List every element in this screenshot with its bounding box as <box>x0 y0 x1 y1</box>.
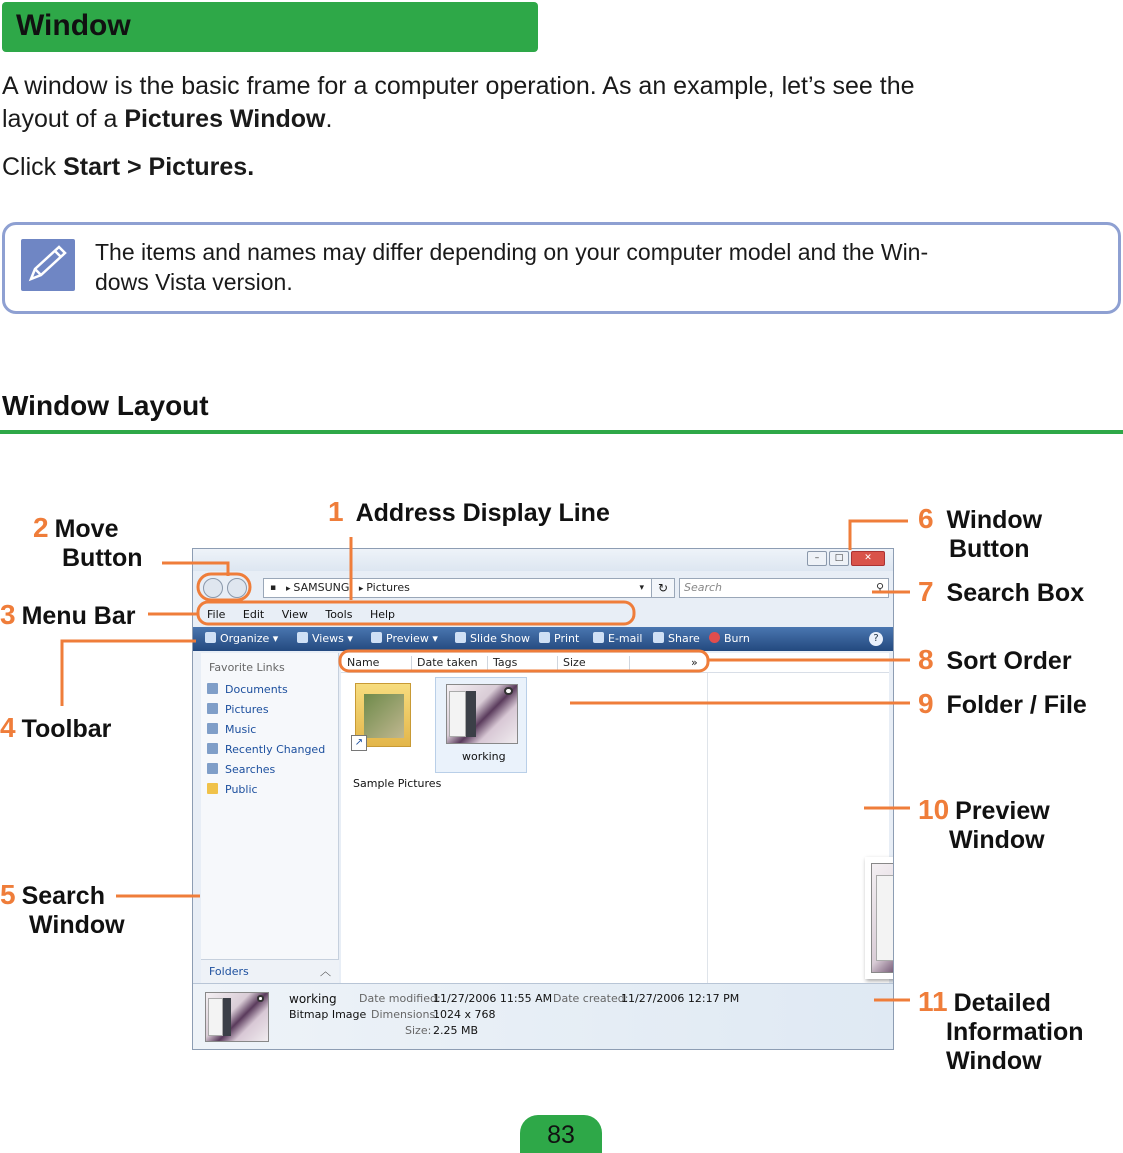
window-buttons <box>807 551 885 566</box>
details-pane <box>193 983 893 1050</box>
breadcrumb-arrow-icon: ▸ <box>358 584 367 594</box>
page-number-tab <box>520 1115 602 1153</box>
callout-label: Button <box>949 535 1030 563</box>
dropdown-icon: ▾ <box>639 583 644 593</box>
back-arrow-icon <box>203 578 223 598</box>
column-tags: Tags <box>493 656 518 669</box>
callout-label: Menu Bar <box>21 602 136 630</box>
pictures-window-screenshot <box>192 548 894 1050</box>
details-file-type: Bitmap Image <box>289 1008 367 1021</box>
toolbar-organize: Organize ▾ <box>205 627 278 651</box>
views-icon <box>297 632 308 643</box>
callout-number: 8 <box>918 644 934 675</box>
menu-file: File <box>207 608 226 621</box>
callout-7-search-box <box>918 577 1084 608</box>
link-searches <box>207 763 275 776</box>
forward-arrow-icon <box>227 578 247 598</box>
music-icon <box>207 723 218 734</box>
title-bar <box>193 549 893 571</box>
details-dimensions-label: Dimensions: <box>371 1008 439 1021</box>
callout-label: Window <box>946 1047 1042 1075</box>
callout-label: Preview <box>955 797 1050 825</box>
link-recently-changed <box>207 743 325 756</box>
thumbnail-start-menu <box>449 691 466 737</box>
page-number: 83 <box>547 1121 575 1149</box>
address-bar <box>263 578 675 598</box>
click-instruction-text: Click <box>2 153 64 181</box>
toolbar-share <box>653 627 700 651</box>
chevron-up-icon: ︿ <box>320 965 331 978</box>
note-line-1: The items and names may differ depending on your computer model and the Win- <box>95 239 929 265</box>
working-file-selected <box>435 677 527 773</box>
preview-divider <box>707 673 708 983</box>
address-row <box>193 575 893 601</box>
section-title: Window Layout <box>2 390 209 421</box>
folders-bar <box>201 959 339 983</box>
more-columns-icon: » <box>691 656 698 669</box>
callout-4-toolbar <box>0 713 111 744</box>
print-icon <box>539 632 550 643</box>
details-dimensions: 1024 x 768 <box>433 1008 496 1021</box>
intro-line-2-bold: Pictures Window <box>124 105 326 133</box>
link-public <box>207 783 258 796</box>
toolbar-slideshow-label: Slide Show <box>470 632 531 645</box>
callout-number: 4 <box>0 712 16 743</box>
details-thumbnail-image <box>205 992 269 1042</box>
minimize-icon: – <box>807 551 827 566</box>
intro-line-2-text: layout of a <box>2 105 125 133</box>
burn-icon <box>709 632 720 643</box>
preview-pane-image <box>865 857 894 979</box>
navigation-pane <box>201 653 339 983</box>
click-instruction <box>2 151 254 184</box>
menu-view: View <box>281 608 308 621</box>
menu-bar <box>193 605 893 625</box>
callout-1-address-display-line <box>328 497 610 528</box>
click-instruction-path: Start > Pictures. <box>63 153 255 181</box>
sample-pictures-folder <box>351 679 421 771</box>
maximize-icon: □ <box>829 551 849 566</box>
shortcut-arrow-icon: ↗ <box>351 735 367 751</box>
callout-label: Toolbar <box>21 715 112 743</box>
callout-label: Search <box>21 882 105 910</box>
callout-label: Move <box>54 515 119 543</box>
callout-number: 5 <box>0 879 16 910</box>
sample-pictures-label: Sample Pictures <box>353 777 442 790</box>
details-size-label: Size: <box>405 1024 432 1037</box>
breadcrumb-arrow-icon: ▸ <box>286 584 294 594</box>
toolbar-burn <box>709 627 750 651</box>
toolbar-print <box>539 627 579 651</box>
close-icon: ✕ <box>851 551 885 566</box>
share-icon <box>653 632 664 643</box>
details-date-created-label: Date created: <box>553 992 629 1005</box>
callout-label: Information <box>946 1018 1084 1046</box>
callout-label: Detailed <box>953 989 1051 1017</box>
note-line-2: dows Vista version. <box>95 269 293 295</box>
toolbar <box>193 627 893 651</box>
working-thumbnail-image <box>446 684 518 744</box>
link-pictures <box>207 703 269 716</box>
thumbnail-start-menu-right <box>466 691 476 737</box>
help-icon: ? <box>869 632 883 646</box>
link-music-label: Music <box>225 723 257 736</box>
column-size: Size <box>563 656 586 669</box>
recently-changed-icon <box>207 743 218 754</box>
details-thumb-menu-right <box>223 998 232 1036</box>
callout-label: Window <box>29 911 125 939</box>
menu-edit: Edit <box>242 608 265 621</box>
callout-8-sort-order <box>918 645 1072 676</box>
favorite-links-title: Favorite Links <box>209 661 285 674</box>
column-separator <box>487 656 488 670</box>
callout-9-folder-file <box>918 689 1087 720</box>
link-documents-label: Documents <box>225 683 288 696</box>
intro-line-2 <box>2 103 915 136</box>
toolbar-preview: Preview ▾ <box>371 627 438 651</box>
intro-line-1: A window is the basic frame for a computer operation. As an example, let’s see the <box>2 72 915 100</box>
callout-number: 3 <box>0 599 16 630</box>
details-thumb-menu <box>208 998 223 1036</box>
toolbar-views: Views ▾ <box>297 627 353 651</box>
email-icon <box>593 632 604 643</box>
column-separator <box>629 656 630 670</box>
callout-2-move-button <box>33 513 143 573</box>
clock-gadget-icon <box>504 687 512 695</box>
callout-number: 11 <box>918 986 948 1017</box>
folders-label: Folders <box>209 965 249 978</box>
intro-line-2-suffix: . <box>325 105 333 133</box>
intro-paragraph <box>2 70 915 136</box>
column-separator <box>411 656 412 670</box>
toolbar-slideshow <box>455 627 530 651</box>
pencil-note-icon <box>21 239 75 291</box>
address-part-1: SAMSUNG <box>293 581 350 594</box>
callout-6-window-button <box>918 504 1042 564</box>
callout-label: Address Display Line <box>355 499 610 527</box>
callout-label: Window <box>949 826 1045 854</box>
callout-11-detailed-information-window <box>918 987 1084 1076</box>
callout-label: Button <box>62 544 143 572</box>
callout-3-menu-bar <box>0 600 135 631</box>
note-box <box>2 222 1121 314</box>
link-pictures-label: Pictures <box>225 703 269 716</box>
folder-icon: ▪ <box>270 583 277 593</box>
note-text <box>95 237 1095 297</box>
searches-icon <box>207 763 218 774</box>
callout-number: 6 <box>918 503 934 534</box>
callout-label: Sort Order <box>946 647 1072 675</box>
preview-screenshot-image <box>871 863 894 973</box>
toolbar-email <box>593 627 643 651</box>
search-icon: ⚲ <box>875 581 884 594</box>
address-part-2: Pictures <box>366 581 410 594</box>
link-recently-changed-label: Recently Changed <box>225 743 326 756</box>
column-separator <box>557 656 558 670</box>
details-date-modified-label: Date modified: <box>359 992 441 1005</box>
details-date-modified: 11/27/2006 11:55 AM <box>433 992 553 1005</box>
toolbar-email-label: E-mail <box>608 632 643 645</box>
link-searches-label: Searches <box>225 763 276 776</box>
file-list-pane <box>341 653 889 983</box>
menu-help: Help <box>369 608 396 621</box>
section-header-bar <box>2 2 538 52</box>
toolbar-views-label: Views <box>312 632 344 645</box>
details-file-name: working <box>289 992 337 1006</box>
link-public-label: Public <box>225 783 258 796</box>
search-placeholder: Search <box>684 581 723 594</box>
callout-number: 9 <box>918 688 934 719</box>
callout-number: 1 <box>328 496 344 527</box>
details-date-created: 11/27/2006 12:17 PM <box>621 992 740 1005</box>
search-box <box>679 578 889 598</box>
slideshow-icon <box>455 632 466 643</box>
preview-icon <box>371 632 382 643</box>
public-folder-icon <box>207 783 218 794</box>
menu-tools: Tools <box>325 608 353 621</box>
column-headers <box>341 653 889 673</box>
callout-label: Window <box>946 506 1043 534</box>
callout-label: Folder / File <box>946 691 1087 719</box>
callout-number: 10 <box>918 794 950 825</box>
pictures-icon <box>207 703 218 714</box>
callout-number: 2 <box>33 512 49 543</box>
callout-5-search-window <box>0 880 125 940</box>
toolbar-print-label: Print <box>554 632 580 645</box>
toolbar-share-label: Share <box>668 632 700 645</box>
callout-label: Search Box <box>946 579 1085 607</box>
callout-10-preview-window <box>918 795 1050 855</box>
documents-icon <box>207 683 218 694</box>
section-header-title: Window <box>16 9 131 42</box>
toolbar-burn-label: Burn <box>724 632 750 645</box>
toolbar-organize-label: Organize <box>220 632 270 645</box>
details-size: 2.25 MB <box>433 1024 479 1037</box>
organize-icon <box>205 632 216 643</box>
refresh-icon: ↻ <box>651 578 675 598</box>
clock-gadget-icon <box>257 995 264 1002</box>
link-documents <box>207 683 288 696</box>
working-label: working <box>462 750 506 763</box>
callout-number: 7 <box>918 576 934 607</box>
link-music <box>207 723 256 736</box>
column-name: Name <box>347 656 380 669</box>
section-divider <box>0 430 1123 434</box>
column-date-taken: Date taken <box>417 656 478 669</box>
preview-start-menu <box>876 875 894 961</box>
toolbar-preview-label: Preview <box>386 632 429 645</box>
